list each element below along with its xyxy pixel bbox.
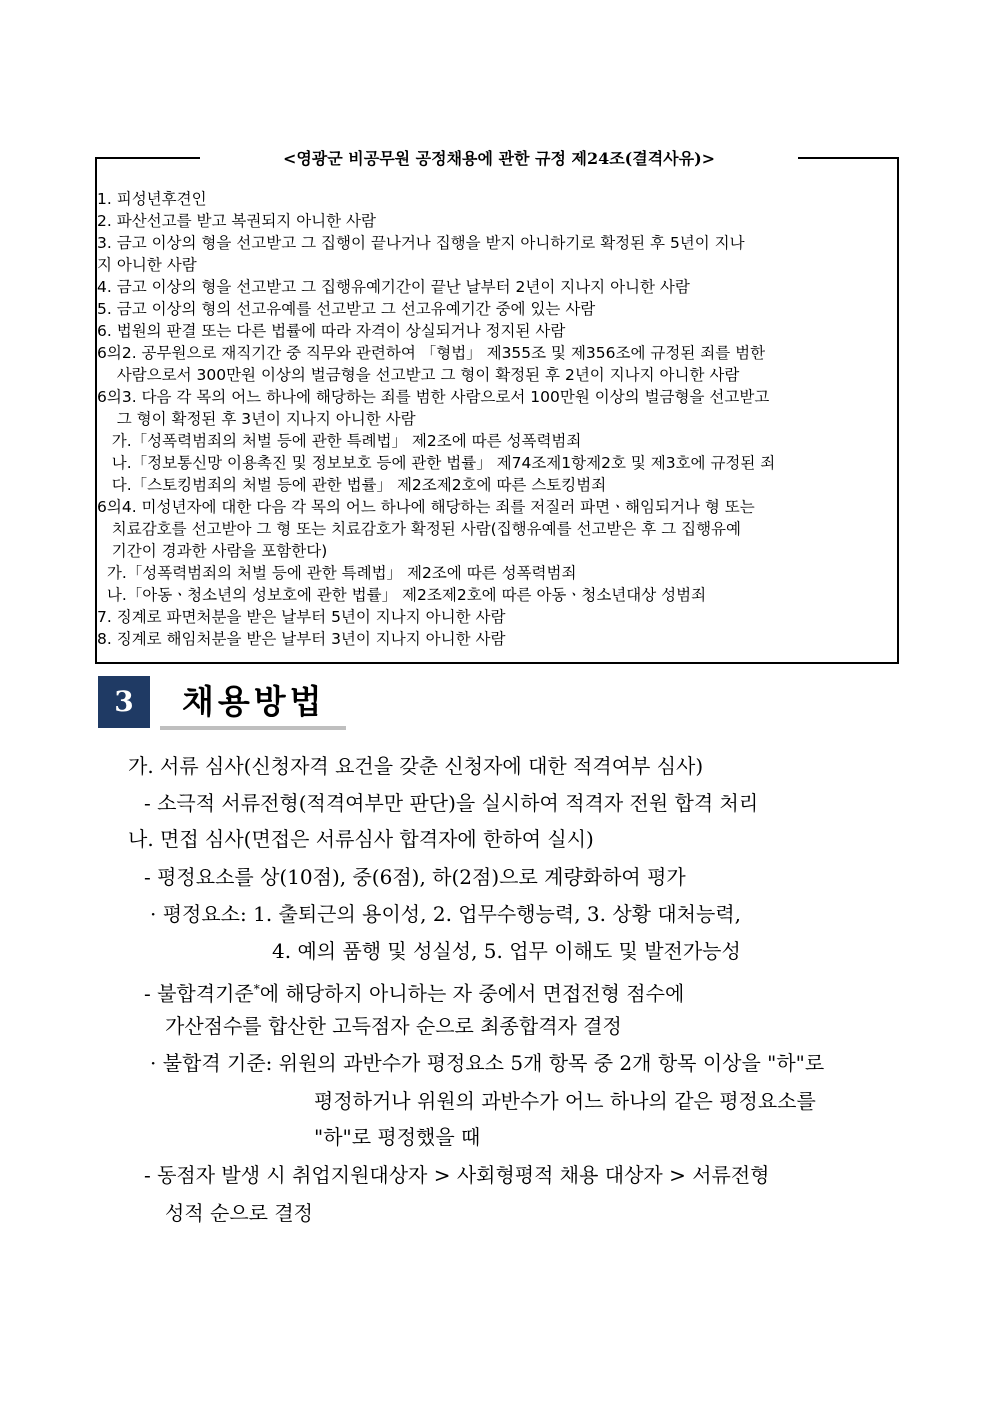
list-item: 8. 징계로 해임처분을 받은 날부터 3년이 지나지 아니한 사람 bbox=[97, 630, 506, 648]
section-number-badge: 3 bbox=[98, 676, 150, 728]
list-item: 가.「성폭력범죄의 처벌 등에 관한 특례법」 제2조에 따른 성폭력범죄 bbox=[97, 432, 582, 450]
item-na: 나. 면접 심사(면접은 서류심사 합격자에 한하여 실시) bbox=[128, 827, 594, 851]
list-item: 사람으로서 300만원 이상의 벌금형을 선고받고 그 형이 확정된 후 2년이 지나지 아니한 사람 bbox=[97, 366, 740, 384]
list-item: 그 형이 확정된 후 3년이 지나지 아니한 사람 bbox=[97, 410, 416, 428]
item-na-tie-cont: 성적 순으로 결정 bbox=[165, 1201, 313, 1225]
list-item: 가.「성폭력범죄의 처벌 등에 관한 특례법」 제2조에 따른 성폭력범죄 bbox=[97, 564, 577, 582]
box-title: <영광군 비공무원 공정채용에 관한 규정 제24조(결격사유)> bbox=[282, 149, 716, 168]
item-na-selection-cont: 가산점수를 합산한 고득점자 순으로 최종합격자 결정 bbox=[165, 1014, 622, 1038]
list-item: 4. 금고 이상의 형을 선고받고 그 집행유예기간이 끝난 날부터 2년이 지나지 아니한 사람 bbox=[97, 278, 690, 296]
list-item: 1. 피성년후견인 bbox=[97, 190, 207, 208]
section-underline bbox=[160, 726, 346, 730]
list-item: 6의4. 미성년자에 대한 다음 각 목의 어느 하나에 해당하는 죄를 저질러 파면ㆍ해임되거나 형 또는 bbox=[97, 498, 755, 516]
disqualification-list bbox=[97, 188, 897, 650]
list-item: 기간이 경과한 사람을 포함한다) bbox=[97, 542, 328, 560]
list-item: 7. 징계로 파면처분을 받은 날부터 5년이 지나지 아니한 사람 bbox=[97, 608, 506, 626]
item-ga: 가. 서류 심사(신청자격 요건을 갖춘 신청자에 대한 적격여부 심사) bbox=[128, 754, 704, 778]
list-item: 나.「정보통신망 이용촉진 및 정보보호 등에 관한 법률」 제74조제1항제2호 및 제3호에 규정된 죄 bbox=[97, 454, 776, 472]
list-item: 나.「아동ㆍ청소년의 성보호에 관한 법률」 제2조제2호에 따른 아동ㆍ청소년대상 성범죄 bbox=[97, 586, 707, 604]
item-na-fail-criteria: · 불합격 기준: 위원의 과반수가 평정요소 5개 항목 중 2개 항목 이상을 "하"로 bbox=[150, 1051, 825, 1075]
item-na-fail-criteria-end: "하"로 평정했을 때 bbox=[314, 1125, 481, 1149]
item-na-scoring: - 평정요소를 상(10점), 중(6점), 하(2점)으로 계량화하여 평가 bbox=[144, 865, 686, 889]
list-item: 치료감호를 선고받아 그 형 또는 치료감호가 확정된 사람(집행유예를 선고받은 후 그 집행유예 bbox=[97, 520, 742, 538]
list-item: 다.「스토킹범죄의 처벌 등에 관한 법률」 제2조제2호에 따른 스토킹범죄 bbox=[97, 476, 607, 494]
list-item: 6의2. 공무원으로 재직기간 중 직무와 관련하여 「형법」 제355조 및 제356조에 규정된 죄를 범한 bbox=[97, 344, 766, 362]
list-item: 지 아니한 사람 bbox=[97, 256, 197, 274]
item-na-criteria: · 평정요소: 1. 출퇴근의 용이성, 2. 업무수행능력, 3. 상황 대처능력, bbox=[150, 902, 741, 926]
list-item: 6. 법원의 판결 또는 다른 법률에 따라 자격이 상실되거나 정지된 사람 bbox=[97, 322, 566, 340]
item-ga-detail: - 소극적 서류전형(적격여부만 판단)을 실시하여 적격자 전원 합격 처리 bbox=[144, 791, 759, 815]
section-title: 채용방법 bbox=[182, 682, 326, 721]
list-item: 2. 파산선고를 받고 복권되지 아니한 사람 bbox=[97, 212, 376, 230]
list-item: 5. 금고 이상의 형의 선고유예를 선고받고 그 선고유예기간 중에 있는 사람 bbox=[97, 300, 596, 318]
list-item: 3. 금고 이상의 형을 선고받고 그 집행이 끝나거나 집행을 받지 아니하기로 확정된 후 5년이 지나 bbox=[97, 234, 745, 252]
item-na-criteria-cont: 4. 예의 품행 및 성실성, 5. 업무 이해도 및 발전가능성 bbox=[272, 939, 741, 963]
item-na-fail-criteria-cont: 평정하거나 위원의 과반수가 어느 하나의 같은 평정요소를 bbox=[314, 1089, 816, 1113]
item-na-selection: - 불합격기준*에 해당하지 아니하는 자 중에서 면접전형 점수에 bbox=[144, 981, 685, 1006]
list-item: 6의3. 다음 각 목의 어느 하나에 해당하는 죄를 범한 사람으로서 100만원 이상의 벌금형을 선고받고 bbox=[97, 388, 770, 406]
item-na-tie: - 동점자 발생 시 취업지원대상자 > 사회형평적 채용 대상자 > 서류전형 bbox=[144, 1163, 770, 1187]
